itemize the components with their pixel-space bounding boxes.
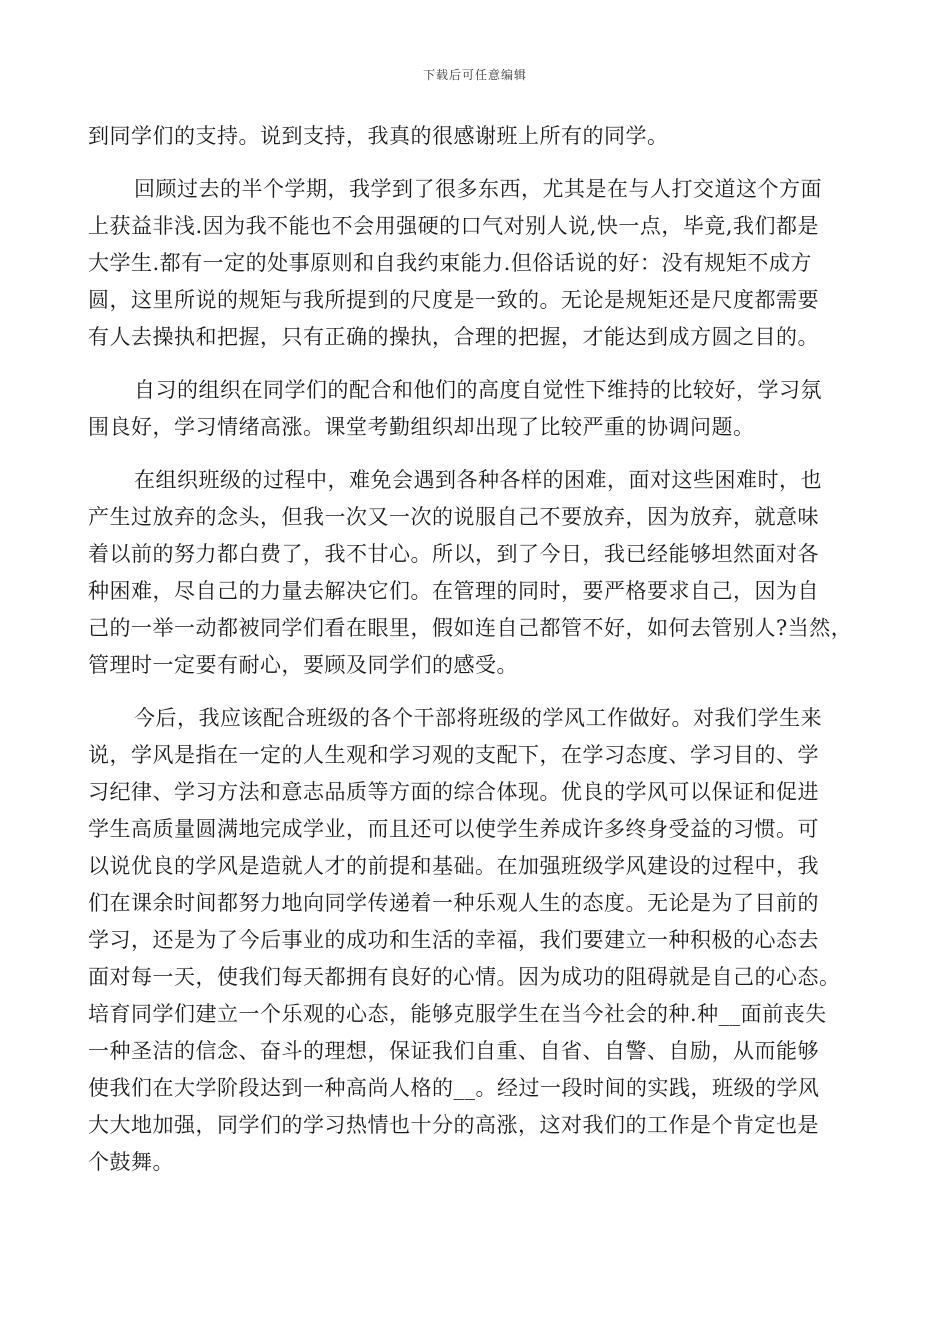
text-line: 到同学们的支持。说到支持，我真的很感谢班上所有的同学。 — [88, 124, 669, 148]
text-line: 产生过放弃的念头，但我一次又一次的说服自己不要放弃，因为放弃，就意味 — [88, 505, 819, 529]
text-line: 面对每一天，使我们每天都拥有良好的心情。因为成功的阻碍就是自己的心态。 — [88, 965, 841, 989]
text-line: 一种圣洁的信念、奋斗的理想，保证我们自重、自省、自警、自励，从而能够 — [88, 1039, 819, 1063]
text-line: 上获益非浅.因为我不能也不会用强硬的口气对别人说,快一点，毕竟,我们都是 — [88, 214, 820, 238]
text-line: 己的一举一动都被同学们看在眼里，假如连自己都管不好，如何去管别人?当然， — [88, 616, 853, 640]
text-line: 回顾过去的半个学期，我学到了很多东西，尤其是在与人打交道这个方面 — [134, 177, 822, 201]
paragraph-2 — [88, 171, 864, 356]
document-body — [88, 118, 864, 1197]
text-line: 习纪律、学习方法和意志品质等方面的综合体现。优良的学风可以保证和促进 — [88, 780, 819, 804]
paragraph-4 — [88, 462, 864, 684]
text-line: 管理时一定要有耐心，要顾及同学们的感受。 — [88, 653, 518, 677]
text-line: 以说优良的学风是造就人才的前提和基础。在加强班级学风建设的过程中，我 — [88, 854, 819, 878]
text-line: 说，学风是指在一定的人生观和学习观的支配下，在学习态度、学习目的、学 — [88, 743, 819, 767]
text-line: 围良好，学习情绪高涨。课堂考勤组织却出现了比较严重的协调问题。 — [88, 415, 755, 439]
text-line: 大学生.都有一定的处事原则和自我约束能力.但俗话说的好：没有规矩不成方 — [88, 251, 812, 275]
page-header: 下载后可任意编辑 — [422, 68, 527, 82]
text-line: 使我们在大学阶段达到一种高尚人格的__。经过一段时间的实践，班级的学风 — [88, 1076, 820, 1100]
text-line: 大大地加强，同学们的学习热情也十分的高涨，这对我们的工作是个肯定也是 — [88, 1113, 819, 1137]
text-line: 在组织班级的过程中，难免会遇到各种各样的困难，面对这些困难时，也 — [134, 468, 822, 492]
paragraph-3 — [88, 372, 864, 446]
text-line: 着以前的努力都白费了，我不甘心。所以，到了今日，我已经能够坦然面对各 — [88, 542, 819, 566]
paragraph-5 — [88, 700, 864, 1181]
text-line: 有人去操执和把握，只有正确的操执，合理的把握，才能达到成方圆之目的。 — [88, 325, 819, 349]
text-line: 们在课余时间都努力地向同学传递着一种乐观人生的态度。无论是为了目前的 — [88, 891, 819, 915]
text-line: 培育同学们建立一个乐观的心态，能够克服学生在当今社会的种.种__面前丧失 — [88, 1002, 827, 1026]
text-line: 个鼓舞。 — [88, 1150, 174, 1174]
text-line: 种困难，尽自己的力量去解决它们。在管理的同时，要严格要求自己，因为自 — [88, 579, 819, 603]
text-line: 自习的组织在同学们的配合和他们的高度自觉性下维持的比较好，学习氛 — [134, 378, 822, 402]
text-line: 学生高质量圆满地完成学业，而且还可以使学生养成许多终身受益的习惯。可 — [88, 817, 819, 841]
paragraph-1 — [88, 118, 864, 155]
text-line: 学习，还是为了今后事业的成功和生活的幸福，我们要建立一种积极的心态去 — [88, 928, 819, 952]
text-line: 圆，这里所说的规矩与我所提到的尺度是一致的。无论是规矩还是尺度都需要 — [88, 288, 819, 312]
text-line: 今后，我应该配合班级的各个干部将班级的学风工作做好。对我们学生来 — [134, 706, 822, 730]
